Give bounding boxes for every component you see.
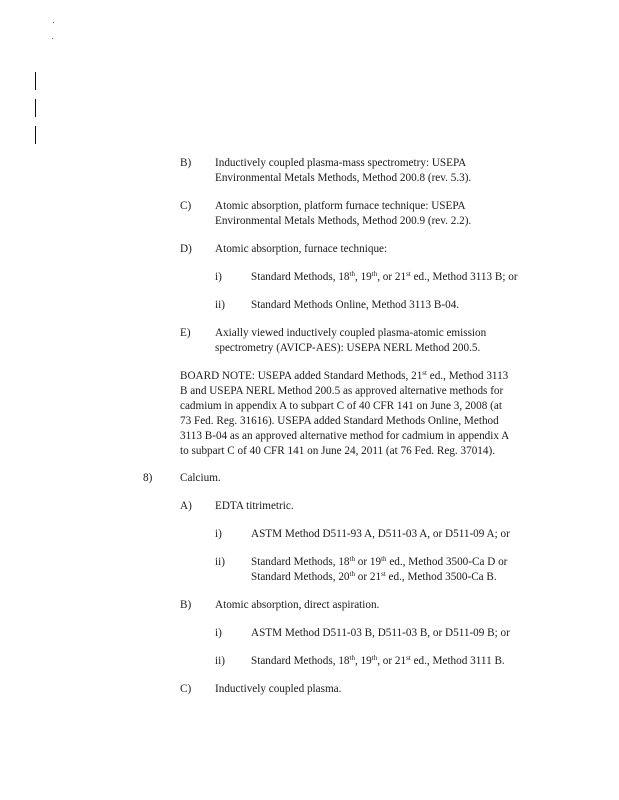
board-note-line5: 3113 B-04 as an approved alternative method for cadmium in appendix A (180, 430, 510, 442)
section-8-a-i-text: ASTM Method D511-93 A, D511-03 A, or D511-09 A; or (251, 528, 510, 540)
section-8-a-title: EDTA titrimetric. (215, 500, 294, 512)
section-8-b-i-text: ASTM Method D511-03 B, D511-03 B, or D511-09 B; or (251, 627, 510, 639)
item-c-text-line2: Environmental Metals Methods, Method 200.9 (rev. 2.2). (215, 215, 472, 227)
scan-speck (53, 22, 54, 23)
item-e-text-line1: Axially viewed inductively coupled plasma-atomic emission (215, 327, 487, 339)
section-8-marker: 8) (143, 472, 153, 484)
board-note-line6: to subpart C of 40 CFR 141 on June 24, 2011 (at 76 Fed. Reg. 37014). (180, 445, 495, 457)
item-c-marker: C) (180, 200, 192, 212)
revision-bar (35, 126, 36, 144)
item-c-text-line1: Atomic absorption, platform furnace technique: USEPA (215, 200, 466, 212)
board-note-line1: BOARD NOTE: USEPA added Standard Methods, 21st ed., Method 3113 (180, 369, 509, 382)
section-8-b-marker: B) (180, 599, 192, 611)
item-d-text: Atomic absorption, furnace technique: (215, 243, 388, 255)
item-d-sub-ii-marker: ii) (215, 299, 225, 311)
section-8-b-title: Atomic absorption, direct aspiration. (215, 599, 380, 611)
revision-bar (35, 72, 36, 90)
board-note-line4: 73 Fed. Reg. 31616). USEPA added Standard Methods Online, Method (180, 415, 499, 427)
section-8-a-marker: A) (180, 500, 192, 512)
item-b-marker: B) (180, 157, 192, 169)
item-d-sub-i-marker: i) (215, 271, 222, 283)
section-8-c-title: Inductively coupled plasma. (215, 683, 342, 695)
section-8-a-i-marker: i) (215, 528, 222, 540)
section-8-b-ii-text: Standard Methods, 18th, 19th, or 21st ed., Method 3111 B. (251, 654, 505, 667)
section-8-b-i-marker: i) (215, 627, 222, 639)
section-8-title: Calcium. (180, 472, 221, 484)
item-d-sub-i-text: Standard Methods, 18th, 19th, or 21st ed., Method 3113 B; or (251, 270, 518, 283)
item-b-text-line1: Inductively coupled plasma-mass spectrometry: USEPA (215, 157, 467, 169)
board-note-line3: cadmium in appendix A to subpart C of 40 CFR 141 on June 3, 2008 (at (180, 400, 502, 412)
item-d-sub-ii-text: Standard Methods Online, Method 3113 B-04. (251, 299, 460, 311)
item-e-text-line2: spectrometry (AVICP-AES): USEPA NERL Method 200.5. (215, 342, 481, 354)
section-8-c-marker: C) (180, 683, 192, 695)
scan-speck (52, 38, 53, 39)
section-8-b-ii-marker: ii) (215, 655, 225, 667)
section-8-a-ii-marker: ii) (215, 556, 225, 568)
revision-bar (35, 99, 36, 117)
section-8-a-ii-line2: Standard Methods, 20th or 21st ed., Method 3500-Ca B. (251, 570, 497, 583)
board-note-line2: B and USEPA NERL Method 200.5 as approved alternative methods for (180, 385, 504, 397)
section-8-a-ii-line1: Standard Methods, 18th or 19th ed., Method 3500-Ca D or (251, 555, 508, 568)
item-b-text-line2: Environmental Metals Methods, Method 200.8 (rev. 5.3). (215, 172, 472, 184)
item-d-marker: D) (180, 243, 192, 255)
item-e-marker: E) (180, 327, 191, 339)
